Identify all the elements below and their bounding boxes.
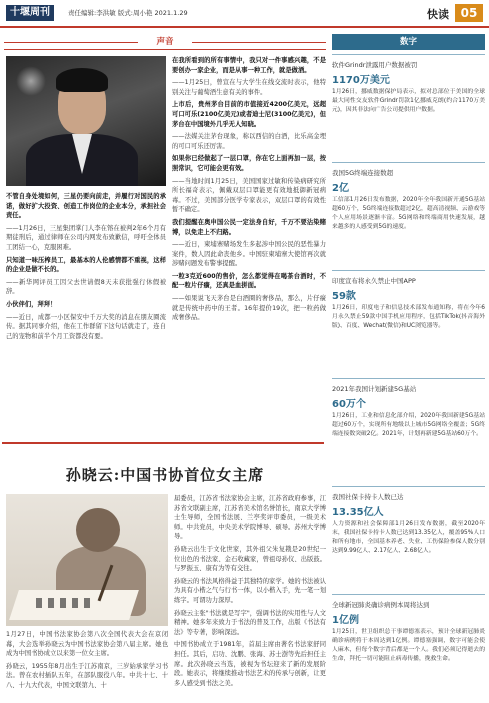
stat-item [332, 162, 485, 232]
feature-column-left [6, 630, 168, 694]
portrait-photo [6, 56, 166, 186]
stat-description: 1月25日，世卫组织总干事谭德塞表示，预计全球新冠肺炎确诊病例将于本周达到1亿例。谭德塞强调，数字可能会使人麻木，但每个数字背后都是一个人。我们必须记得逝去的生命，拜托一切可能阻止病毒传播，挽救生命。 [332, 629, 485, 662]
quote-text: 在我所看到的所有事情中，我只对一件事感兴趣，不是要创办一家企业，而是从事一种工作，就是做酒。 [172, 57, 326, 74]
article-paragraph: 1月27日，中国书法家协会第八次全国代表大会在京闭幕，大会选举孙晓云为中国书法家协会第八届主席。她也成为中国书协成立以来第一位女主席。 [6, 631, 168, 658]
stat-number: 59款 [332, 291, 356, 302]
quote-source: ——如果说飞天茅台是白酒圈的奢侈品，那么，片仔癀就是传统中药中的王者。16年提价19次，把一粒药做成奢侈品。 [172, 295, 326, 322]
stat-item [332, 54, 485, 115]
stat-item [332, 594, 485, 664]
stat-description: 工信部1月26日发布数据，2020年全年我国新开通5G基站超60万个，5G终端连接数超过2亿，超高清视频、云游戏等个人应用场景逐渐丰富。5G网络和终端商用快速发展，越来越多的人感受到5G的速度。 [332, 197, 485, 230]
masthead-logo: 十堰周刊 [6, 5, 54, 21]
article-paragraph: 中国书协成立于1981年，首届主席由著名书法家舒同担任。其后，启功、沈鹏、张海、苏士澍等先后担任主席。此次孙晓云当选，被视为书坛迎来了新的发展阶段。她表示，将继续推动书法艺术的传承与创新，让更多人感受到书法之美。 [174, 641, 326, 687]
feature-column-right [174, 494, 326, 691]
voice-column-right [172, 56, 326, 326]
stat-number: 2亿 [332, 183, 349, 194]
stat-description: 1月26日，挪威数据保护局表示，拟对总部位于美国的全球最大同性交友软件Grindr罚款1亿挪威克朗(约合1170万美元)，因其非法向广告公司提供用户数据。 [332, 89, 485, 113]
feature-title: 孙晓云:中国书协首位女主席 [65, 466, 265, 484]
quote-text: 我们提醒在奥申国公民一定法身自好，千万不要沾染赌博，以免走上不归路。 [172, 218, 326, 236]
page-header [0, 0, 489, 28]
data-panel-header [332, 34, 485, 50]
quote-source: ——近日，成都一小区保安中千万大奖的消息在朋友圈流传。据其同事介绍，他在工作群留下这句话就走了，连自己的宠物和前半个月工资都没有要。 [6, 313, 166, 340]
photo-ink [36, 598, 96, 608]
quote-text: 上市后，贵州茅台目前的市值接近4200亿美元，远超可口可乐(2100亿美元)或者迪士尼(3100亿美元)，但茅台在中国境外几乎无人知晓。 [172, 101, 326, 128]
stat-number: 13.35亿人 [332, 507, 384, 518]
quote-source: ——1月26日，三星集团掌门人李在镕在被判2年6个月有期徒刑后，通过律师在公司内网发布致歉信，呼吁全体员工团结一心，克服困难。 [6, 224, 166, 251]
section-title: 快读 [427, 8, 449, 21]
article-paragraph: 孙晓云出生于文化世家，其外祖父朱复戡是20世纪一位出色的书法家、金石收藏家，曾祖母孙仪、出版鼓。与罗振玉、康有为等有交往。 [174, 545, 326, 573]
article-paragraph: 届委员，江苏省书法家协会主席，江苏省政府参事，江苏省文联副主席，江苏省美术馆名誉馆长，南京大学博士生导师，全国书法展、兰亭奖评审委员，一级美术师。中共党员，中央美术学院博导、硕导。苏州大学博导。 [174, 495, 326, 541]
stat-item [332, 378, 485, 439]
stat-number: 1亿例 [332, 615, 359, 626]
stat-item [332, 486, 485, 556]
section-divider [2, 442, 324, 444]
editor-credits: 责任编辑:李洪敏 版式:周小艳 2021.1.29 [68, 9, 188, 17]
stat-description: 1月26日，工业和信息化部介绍，2020年我国新建5G基站超过60万个，实现所有地级以上城市5G网络全覆盖；5G终端连接数突破2亿。2021年，计划再新建5G基站60万个。 [332, 413, 485, 437]
photo-hair [56, 68, 108, 92]
voice-title-bar [4, 34, 326, 50]
quote-source: ——当地时间1月25日，美国国家过敏和传染病研究所所长福奇表示，佩戴双层口罩能更有效地抵御新冠病毒。不过，美国部分医学专家表示，双层口罩的有效性暂不确定。 [172, 177, 326, 214]
voice-section [4, 34, 326, 444]
data-panel [332, 34, 485, 699]
article-paragraph: 孙晓云，1955年8月出生于江苏南京，三岁始承家学习书法。曾在农村插队五年，在部队服役八年。中共十七、十八、十九大代表，中国文联第九、十 [6, 662, 168, 689]
quote-text: 只知道一味压榨员工，最基本的人伦感情都不重视，这样的企业是做不长的。 [6, 256, 166, 274]
camera-flash [16, 66, 46, 96]
quote-source: ——1月25日，曾宣在与大学生在线交流时表示，他特别关注与葡萄酒生意有关的事件。 [172, 79, 326, 96]
quote-text: 如果你已经做起了一层口罩，你在它上面再加一层，按照常识，它可能会更有效。 [172, 155, 326, 172]
stat-description: 1月26日，印度电子和信息技术部发布通知称，将在今年6月永久禁止59款中国手机应用程序，包括TikTok(抖音海外版)、百度、Wechat(微信)和UC浏览器等。 [332, 305, 485, 329]
calligrapher-photo [6, 494, 168, 626]
voice-column-left [6, 192, 166, 344]
photo-head [76, 508, 120, 552]
page-number: 05 [455, 4, 483, 22]
stat-heading: 2021年我国计划新建5G基站 [332, 385, 417, 393]
stat-item [332, 270, 485, 331]
stat-heading: 印度宣布将永久禁止中国APP [332, 277, 416, 285]
quote-text: 不管自身处境如何，三星仍要向前走，并履行对国民的承诺，做好扩大投资、创造工作岗位的企业本分，承担社会责任。 [6, 193, 166, 220]
title-rule-left [4, 42, 138, 43]
stat-heading: 全球新冠肺炎确诊病例本周将达到 [332, 601, 430, 609]
quote-source: ——近日，柬埔寨赌场发生多起涉中国公民的恶性暴力案件，数人因此命丧他乡。中国驻柬埔寨大使馆再次就涉赌问题发布警事提醒。 [172, 241, 326, 268]
stat-heading: 我国5G终端连接数超 [332, 169, 394, 177]
quote-text: 一粒3克近600的售价，怎么都觉得在喝茶台酒时，不配一粒片仔癀，还真是血拼面。 [172, 272, 326, 290]
stat-heading: 软件Grindr泄露用户数据被罚 [332, 61, 418, 69]
title-rule-right [192, 42, 326, 43]
quote-source: ——法媒关注茅台现象，称以西信的白酒，比乐高金埋的可口可乐还厉害。 [172, 133, 326, 150]
voice-title: 声音 [156, 37, 174, 47]
stat-description: 人力资源和社会保障部1月26日发布数据，截至2020年末，我国社保卡持卡人数已达到13.35亿人，覆盖95%人口和所有地市，全国基本养老、失业、工伤保险参保人数分别达到9.99亿人、2.17亿人、2.68亿人。 [332, 521, 485, 554]
article-paragraph: 孙晓云的书法风格得益于其独特的家学。她的书法被认为具有小楷之气与行书一体，以小楷入手，先一笔一划练字。可谓功力深厚。 [174, 577, 326, 604]
stat-number: 1170万美元 [332, 75, 390, 86]
data-panel-title: 数字 [399, 37, 417, 47]
feature-article [4, 452, 326, 703]
quote-text: 小伙伴们，拜拜！ [6, 300, 57, 308]
stat-heading: 我国社保卡持卡人数已达 [332, 493, 404, 501]
article-paragraph: 孙晓云主张"书法就是写字"，强调书法的实用性与人文精神。她多年来致力于书法的普及工作，出版《书法有法》等专著，影响深远。 [174, 609, 326, 636]
quote-source: ——新华网评员工因父去世请假8天未获批强行休假被辞。 [6, 278, 166, 296]
stat-number: 60万个 [332, 399, 366, 410]
